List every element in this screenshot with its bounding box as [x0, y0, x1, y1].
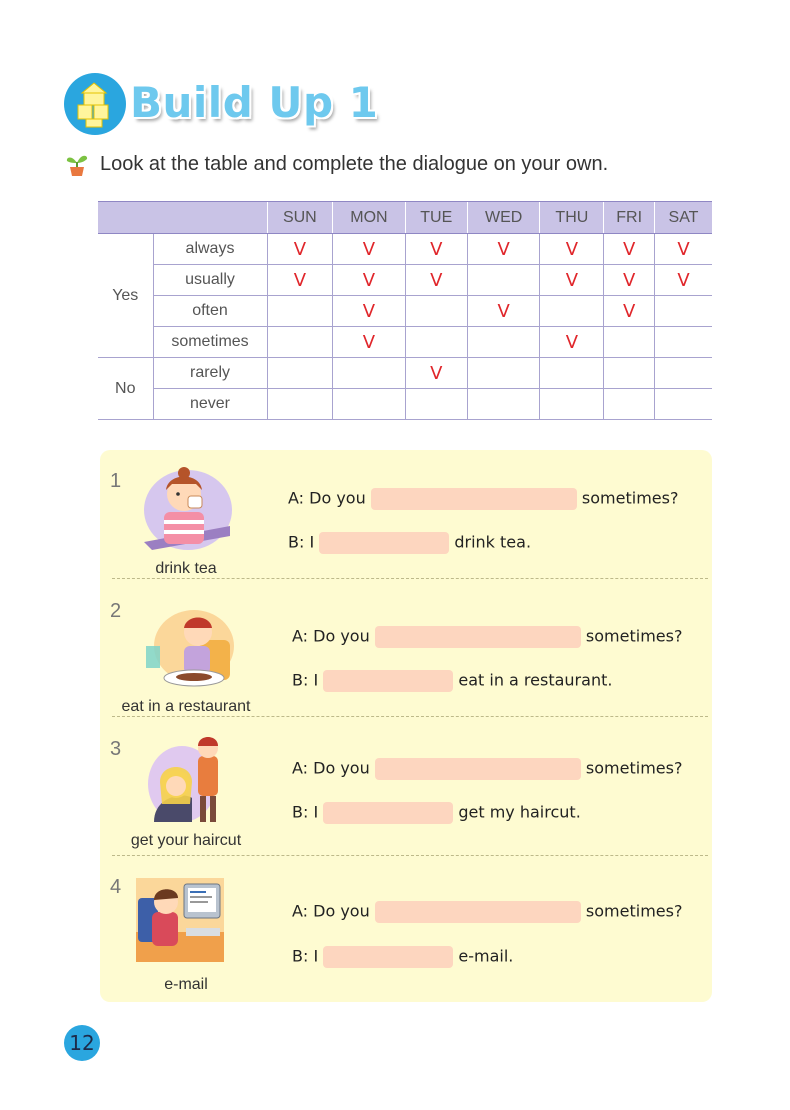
exercise-item [100, 588, 712, 718]
table-cell [405, 389, 467, 420]
line-a-prefix: A: Do you [292, 626, 370, 646]
table-cell [333, 265, 405, 296]
exercise-caption: eat in a restaurant [121, 698, 251, 715]
group-label: No [98, 358, 153, 420]
table-cell [405, 265, 467, 296]
check-mark: V [677, 269, 690, 291]
table-cell [654, 389, 712, 420]
table-cell [604, 296, 655, 327]
line-b-suffix: eat in a restaurant. [458, 670, 613, 690]
check-mark: V [623, 238, 636, 260]
table-cell [654, 265, 712, 296]
line-b-suffix: drink tea. [454, 532, 532, 552]
table-row [98, 389, 712, 420]
table-cell [333, 389, 405, 420]
boy-eating-restaurant-illustration [144, 606, 236, 695]
line-a-suffix: sometimes? [585, 901, 683, 921]
frequency-label: never [153, 389, 267, 420]
day-header: SAT [654, 202, 712, 234]
table-cell [267, 358, 333, 389]
line-b-prefix: B: I [292, 946, 319, 966]
table-cell [267, 389, 333, 420]
exercise-item [100, 726, 712, 856]
table-cell [540, 358, 604, 389]
building-blocks-icon [64, 73, 126, 135]
table-cell [540, 327, 604, 358]
check-mark: V [623, 269, 636, 291]
table-cell [467, 234, 539, 265]
check-mark: V [565, 331, 579, 353]
table-cell [333, 234, 405, 265]
dialogue-line-b [288, 532, 531, 554]
line-b-prefix: B: I [288, 532, 315, 552]
exercise-caption: get your haircut [130, 832, 242, 849]
check-mark: V [362, 238, 376, 260]
table-cell [267, 234, 333, 265]
table-cell [405, 358, 467, 389]
day-header: WED [467, 202, 539, 234]
dialogue-line-a [292, 758, 682, 780]
check-mark: V [362, 331, 376, 353]
table-cell [604, 234, 655, 265]
answer-blank-a[interactable] [375, 626, 581, 648]
answer-blank-b[interactable] [323, 802, 453, 824]
exercise-number: 3 [110, 738, 122, 760]
table-cell [467, 389, 539, 420]
frequency-label: always [153, 234, 267, 265]
table-cell [604, 265, 655, 296]
table-cell [540, 389, 604, 420]
line-b-prefix: B: I [292, 802, 319, 822]
day-header: FRI [604, 202, 655, 234]
check-mark: V [565, 269, 579, 291]
girl-haircut-illustration [144, 732, 230, 831]
dialogue-line-b [292, 670, 612, 692]
exercise-caption: drink tea [155, 560, 217, 577]
check-mark: V [623, 300, 636, 322]
check-mark: V [565, 238, 579, 260]
frequency-label: usually [153, 265, 267, 296]
check-mark: V [497, 238, 510, 260]
exercise-number: 4 [110, 876, 122, 898]
table-cell [467, 296, 539, 327]
answer-blank-b[interactable] [323, 670, 453, 692]
day-header: THU [540, 202, 604, 234]
instruction-text: Look at the table and complete the dialogue on your own. [100, 153, 609, 175]
table-cell [540, 265, 604, 296]
table-cell [467, 358, 539, 389]
table-row [98, 234, 712, 265]
line-a-suffix: sometimes? [585, 758, 683, 778]
check-mark: V [430, 269, 443, 291]
check-mark: V [293, 269, 307, 291]
exercise-item [100, 450, 712, 580]
table-row [98, 296, 712, 327]
line-a-suffix: sometimes? [581, 488, 679, 508]
table-cell [333, 296, 405, 327]
line-a-prefix: A: Do you [288, 488, 366, 508]
answer-blank-a[interactable] [371, 488, 577, 510]
table-cell [604, 358, 655, 389]
answer-blank-a[interactable] [375, 901, 581, 923]
table-cell [405, 234, 467, 265]
dialogue-line-a [292, 626, 682, 648]
frequency-label: sometimes [153, 327, 267, 358]
table-cell [267, 296, 333, 327]
check-mark: V [430, 238, 443, 260]
table-row [98, 358, 712, 389]
dialogue-line-b [292, 802, 581, 824]
day-header: SUN [267, 202, 333, 234]
table-cell [540, 234, 604, 265]
exercise-number: 2 [110, 600, 122, 622]
line-b-suffix: e-mail. [458, 946, 514, 966]
table-header-row [98, 202, 712, 234]
frequency-label: rarely [153, 358, 267, 389]
day-header: TUE [405, 202, 467, 234]
check-mark: V [677, 238, 690, 260]
group-label: Yes [98, 234, 153, 358]
table-row [98, 265, 712, 296]
table-cell [333, 358, 405, 389]
table-cell [467, 327, 539, 358]
table-cell [654, 234, 712, 265]
table-header-corner [98, 202, 267, 234]
table-cell [405, 327, 467, 358]
seedling-icon [64, 149, 90, 177]
line-a-prefix: A: Do you [292, 758, 370, 778]
divider [112, 716, 708, 717]
line-b-prefix: B: I [292, 670, 319, 690]
table-cell [267, 265, 333, 296]
table-row [98, 327, 712, 358]
table-cell [467, 265, 539, 296]
answer-blank-b[interactable] [319, 532, 449, 554]
page-title: Build Up 1 [130, 78, 379, 127]
table-cell [267, 327, 333, 358]
check-mark: V [362, 300, 376, 322]
check-mark: V [430, 362, 443, 384]
check-mark: V [497, 300, 510, 322]
table-cell [654, 358, 712, 389]
exercise-item [100, 864, 712, 1000]
frequency-label: often [153, 296, 267, 327]
line-b-suffix: get my haircut. [458, 802, 581, 822]
table-cell [333, 327, 405, 358]
dialogue-line-b [292, 946, 513, 968]
frequency-table [98, 201, 712, 420]
divider [112, 578, 708, 579]
exercise-caption: e-mail [164, 976, 208, 993]
table-cell [540, 296, 604, 327]
line-a-suffix: sometimes? [585, 626, 683, 646]
page-number: 12 [64, 1025, 100, 1061]
table-cell [604, 389, 655, 420]
table-cell [405, 296, 467, 327]
answer-blank-a[interactable] [375, 758, 581, 780]
boy-computer-illustration [136, 878, 224, 967]
day-header: MON [333, 202, 405, 234]
dialogue-line-a [292, 901, 682, 923]
table-cell [654, 327, 712, 358]
divider [112, 855, 708, 856]
table-cell [654, 296, 712, 327]
check-mark: V [362, 269, 376, 291]
exercise-panel [100, 450, 712, 1002]
girl-drinking-tea-illustration [138, 462, 236, 557]
answer-blank-b[interactable] [323, 946, 453, 968]
check-mark: V [293, 238, 307, 260]
exercise-number: 1 [110, 470, 122, 492]
line-a-prefix: A: Do you [292, 901, 370, 921]
dialogue-line-a [288, 488, 678, 510]
table-cell [604, 327, 655, 358]
